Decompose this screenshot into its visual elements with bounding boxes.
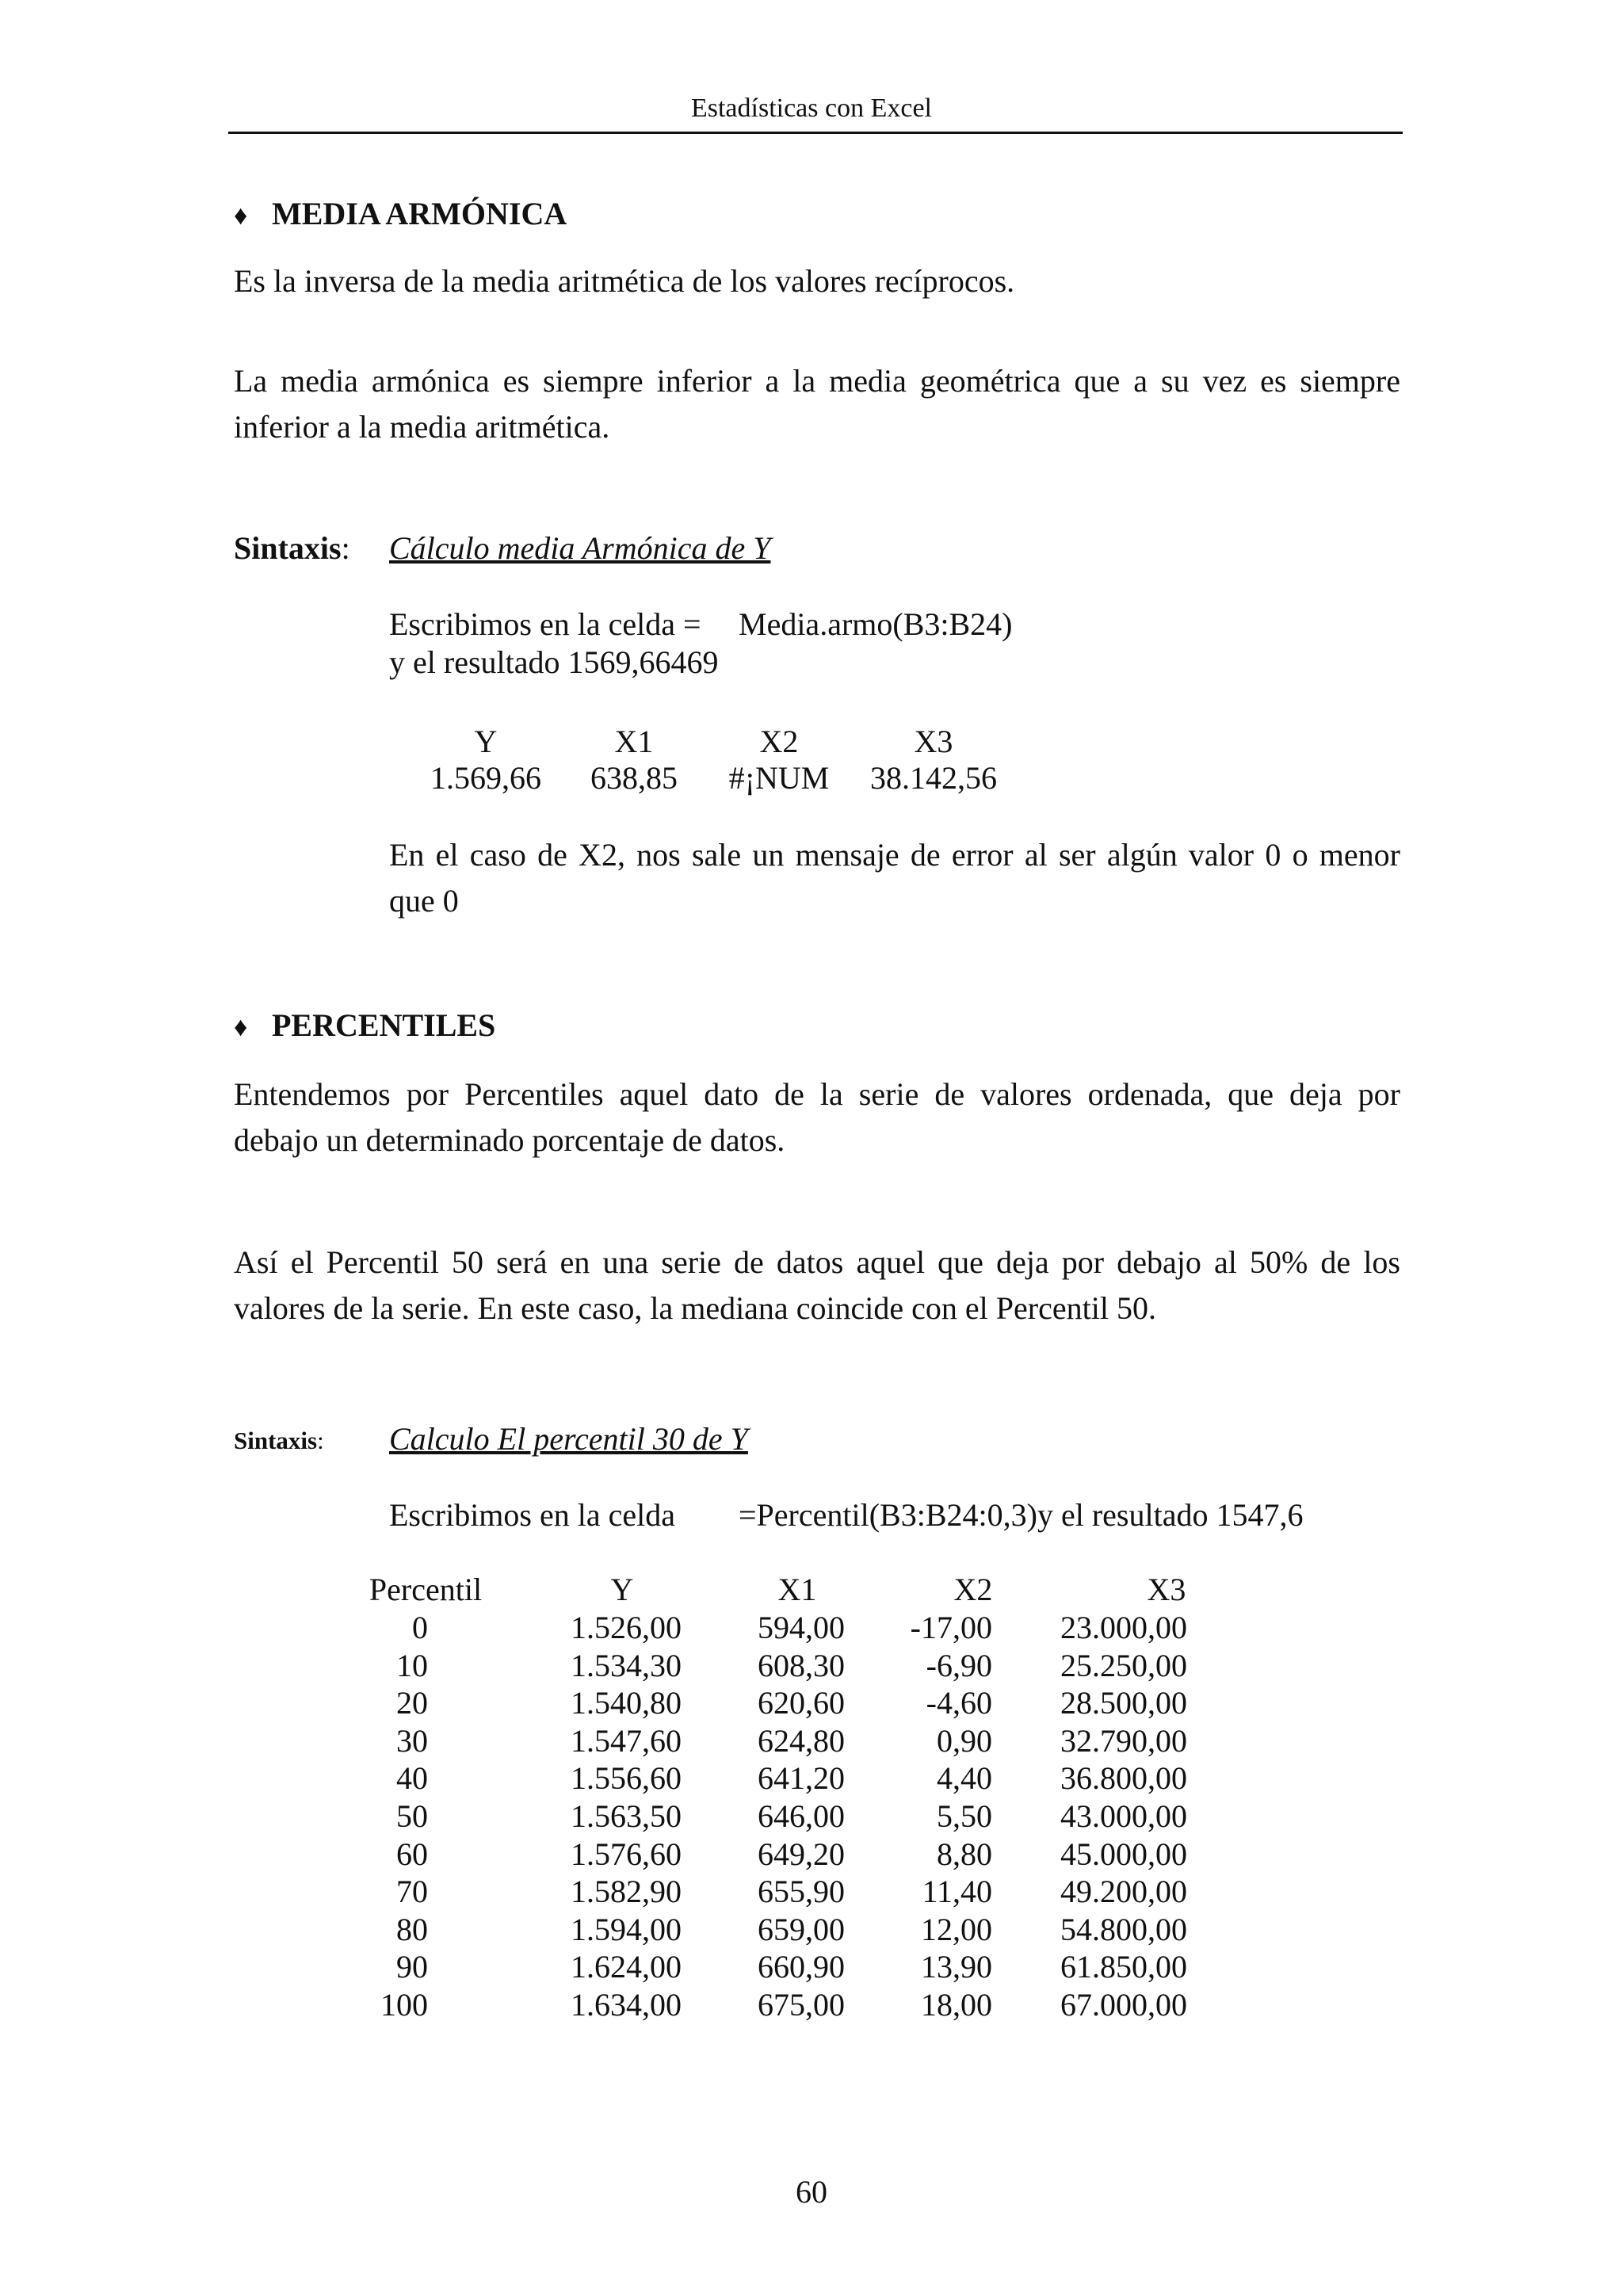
formula-text: Escribimos en la celda xyxy=(389,1497,675,1533)
paragraph-line: inferior a la media aritmética. xyxy=(234,409,610,445)
table-cell: 659,00 xyxy=(758,1912,845,1947)
table-cell: 5,50 xyxy=(937,1798,992,1834)
table-cell: -6,90 xyxy=(926,1648,992,1683)
paragraph: Es la inversa de la media aritmética de los valores recíprocos. xyxy=(234,263,1015,299)
mini-table-header: X2 xyxy=(759,724,799,759)
syntax-colon: : xyxy=(317,1427,324,1454)
table-header: X2 xyxy=(953,1572,993,1607)
syntax-label-text: Sintaxis xyxy=(234,1427,318,1454)
table-cell: 50 xyxy=(396,1798,428,1834)
diamond-bullet-icon: ♦ xyxy=(234,1013,248,1042)
table-cell: 675,00 xyxy=(758,1987,845,2023)
table-cell: -4,60 xyxy=(926,1685,992,1721)
table-cell: 49.200,00 xyxy=(1060,1874,1187,1909)
syntax-label xyxy=(234,529,350,567)
syntax-label xyxy=(234,1427,324,1455)
syntax-label-text: Sintaxis xyxy=(234,530,342,566)
table-cell: 11,40 xyxy=(922,1874,992,1909)
mini-table-header: Y xyxy=(474,724,498,759)
table-cell: 594,00 xyxy=(758,1610,845,1645)
table-cell: 18,00 xyxy=(921,1987,992,2023)
paragraph-line: Así el Percentil 50 será en una serie de datos aquel que deja por debajo al 50% de los xyxy=(234,1244,1400,1280)
table-cell: 1.540,80 xyxy=(571,1685,682,1721)
table-cell: 1.634,00 xyxy=(571,1987,682,2023)
table-cell: 23.000,00 xyxy=(1060,1610,1187,1645)
table-header: Percentil xyxy=(369,1572,483,1607)
mini-table-value: 38.142,56 xyxy=(870,760,997,796)
table-header: X3 xyxy=(1147,1572,1186,1607)
table-cell: 649,20 xyxy=(758,1836,845,1872)
table-cell: 45.000,00 xyxy=(1060,1836,1187,1872)
table-cell: 67.000,00 xyxy=(1060,1987,1187,2023)
table-cell: 40 xyxy=(396,1760,428,1796)
mini-table-value: 638,85 xyxy=(590,760,678,796)
table-cell: 660,90 xyxy=(758,1949,845,1985)
table-cell: 646,00 xyxy=(758,1798,845,1834)
section-heading-text: MEDIA ARMÓNICA xyxy=(272,196,567,231)
paragraph-line: Entendemos por Percentiles aquel dato de la serie de valores ordenada, que deja por xyxy=(234,1076,1400,1112)
mini-table-value: 1.569,66 xyxy=(430,760,541,796)
note-line: En el caso de X2, nos sale un mensaje de error al ser algún valor 0 o menor xyxy=(389,837,1400,873)
table-cell: 0,90 xyxy=(937,1723,992,1759)
table-cell: 25.250,00 xyxy=(1060,1648,1187,1683)
section-heading-percentiles xyxy=(234,1007,495,1044)
table-cell: 10 xyxy=(396,1648,428,1683)
table-cell: 1.582,90 xyxy=(571,1874,682,1909)
syntax-title: Calculo El percentil 30 de Y xyxy=(389,1421,748,1457)
table-cell: 608,30 xyxy=(758,1648,845,1683)
syntax-title: Cálculo media Armónica de Y xyxy=(389,530,771,566)
running-header: Estadísticas con Excel xyxy=(690,94,932,123)
diamond-bullet-icon: ♦ xyxy=(234,201,248,231)
syntax-colon: : xyxy=(341,530,350,566)
mini-table-header: X1 xyxy=(614,724,654,759)
table-cell: 1.556,60 xyxy=(571,1760,682,1796)
table-cell: 100 xyxy=(380,1987,428,2023)
section-heading-media-armonica xyxy=(234,195,567,232)
table-cell: 8,80 xyxy=(937,1836,992,1872)
table-cell: 90 xyxy=(396,1949,428,1985)
table-header: X1 xyxy=(777,1572,817,1607)
table-cell: 61.850,00 xyxy=(1060,1949,1187,1985)
paragraph-line: La media armónica es siempre inferior a la media geométrica que a su vez es siempre xyxy=(234,363,1400,399)
table-cell: 1.624,00 xyxy=(571,1949,682,1985)
table-cell: 13,90 xyxy=(921,1949,992,1985)
header-rule xyxy=(228,132,1403,134)
table-cell: 43.000,00 xyxy=(1060,1798,1187,1834)
table-cell: 655,90 xyxy=(758,1874,845,1909)
table-cell: 1.563,50 xyxy=(571,1798,682,1834)
table-cell: 36.800,00 xyxy=(1060,1760,1187,1796)
table-header: Y xyxy=(610,1572,634,1607)
mini-table-value: #¡NUM xyxy=(728,760,830,796)
paragraph-line: valores de la serie. En este caso, la mediana coincide con el Percentil 50. xyxy=(234,1290,1156,1326)
formula: Media.armo(B3:B24) xyxy=(739,606,1013,642)
paragraph-line: debajo un determinado porcentaje de datos. xyxy=(234,1122,785,1158)
note-line: que 0 xyxy=(389,883,459,919)
table-cell: 20 xyxy=(396,1685,428,1721)
table-cell: 1.547,60 xyxy=(571,1723,682,1759)
mini-table-header: X3 xyxy=(914,724,953,759)
table-cell: 1.576,60 xyxy=(571,1836,682,1872)
table-cell: 0 xyxy=(412,1610,428,1645)
table-cell: 30 xyxy=(396,1723,428,1759)
table-cell: 1.594,00 xyxy=(571,1912,682,1947)
table-cell: 624,80 xyxy=(758,1723,845,1759)
table-cell: 620,60 xyxy=(758,1685,845,1721)
table-cell: 28.500,00 xyxy=(1060,1685,1187,1721)
table-cell: 12,00 xyxy=(921,1912,992,1947)
table-cell: 80 xyxy=(396,1912,428,1947)
formula: =Percentil(B3:B24:0,3)y el resultado 1547,6 xyxy=(739,1497,1304,1533)
table-cell: 70 xyxy=(396,1874,428,1909)
table-cell: 1.526,00 xyxy=(571,1610,682,1645)
section-heading-text: PERCENTILES xyxy=(272,1007,496,1043)
table-cell: 32.790,00 xyxy=(1060,1723,1187,1759)
table-cell: 54.800,00 xyxy=(1060,1912,1187,1947)
result-line: y el resultado 1569,66469 xyxy=(389,644,719,680)
table-cell: 1.534,30 xyxy=(571,1648,682,1683)
table-cell: 641,20 xyxy=(758,1760,845,1796)
table-cell: 4,40 xyxy=(937,1760,992,1796)
table-cell: 60 xyxy=(396,1836,428,1872)
formula-text: Escribimos en la celda = xyxy=(389,606,701,642)
page-number: 60 xyxy=(796,2174,827,2210)
table-cell: -17,00 xyxy=(910,1610,992,1645)
